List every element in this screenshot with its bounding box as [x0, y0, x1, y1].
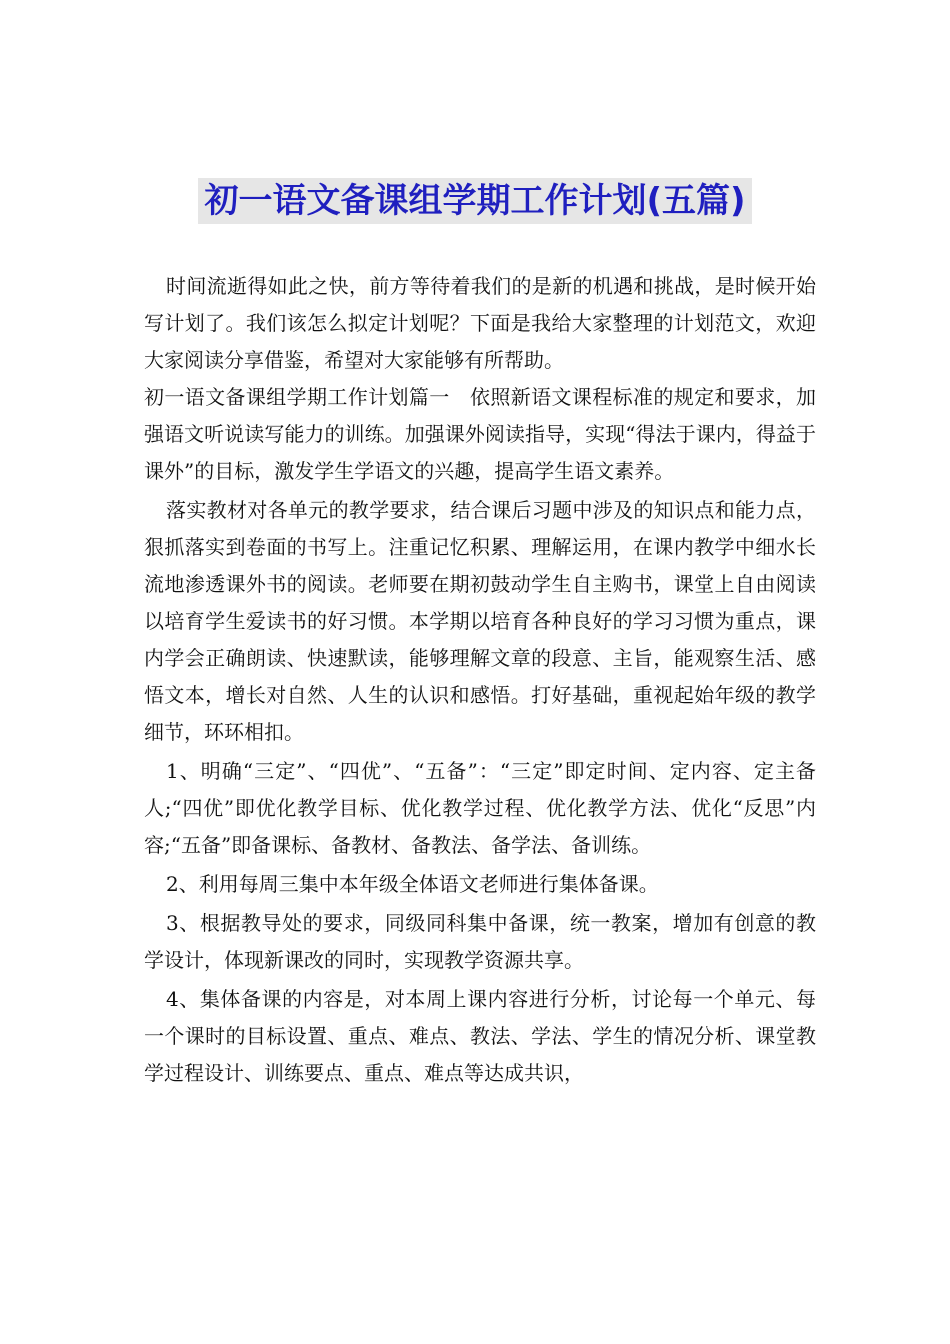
paragraph-intro: 时间流逝得如此之快，前方等待着我们的是新的机遇和挑战，是时候开始写计划了。我们该怎么拟定计划呢？下面是我给大家整理的计划范文，欢迎大家阅读分享借鉴，希望对大家能够有所帮助。 [144, 274, 816, 372]
paragraph-teaching-requirements: 落实教材对各单元的教学要求，结合课后习题中涉及的知识点和能力点，狠抓落实到卷面的书写上。注重记忆积累、理解运用，在课内教学中细水长流地渗透课外书的阅读。老师要在期初鼓动学生自主购书，课堂上自由阅读以培育学生爱读书的好习惯。本学期以培育各种良好的学习习惯为重点，课内学会正确朗读、快速默读，能够理解文章的段意、主旨，能观察生活、感悟文本，增长对自然、人生的认识和感悟。打好基础，重视起始年级的教学细节，环环相扣。 [144, 498, 816, 744]
paragraph-plan-one: 初一语文备课组学期工作计划篇一 依照新语文课程标准的规定和要求，加强语文听说读写能力的训练。加强课外阅读指导，实现“得法于课内，得益于课外”的目标，激发学生学语文的兴趣，提高学生语文素养。 [144, 385, 816, 483]
paragraph-item-4: 4、集体备课的内容是，对本周上课内容进行分析，讨论每一个单元、每一个课时的目标设置、重点、难点、教法、学法、学生的情况分析、课堂教学过程设计、训练要点、重点、难点等达成共识， [144, 987, 816, 1085]
document-body [144, 268, 816, 1092]
paragraph-item-3: 3、根据教导处的要求，同级同科集中备课，统一教案，增加有创意的教学设计，体现新课改的同时，实现教学资源共享。 [144, 911, 816, 972]
document-title: 初一语文备课组学期工作计划(五篇) [198, 178, 751, 224]
paragraph-item-2: 2、利用每周三集中本年级全体语文老师进行集体备课。 [166, 872, 659, 896]
title-container [0, 178, 950, 224]
paragraph-item-1: 1、明确“三定”、“四优”、“五备”：“三定”即定时间、定内容、定主备人;“四优”即优化教学目标、优化教学过程、优化教学方法、优化“反思”内容;“五备”即备课标、备教材、备教法、备学法、备训练。 [144, 759, 816, 857]
